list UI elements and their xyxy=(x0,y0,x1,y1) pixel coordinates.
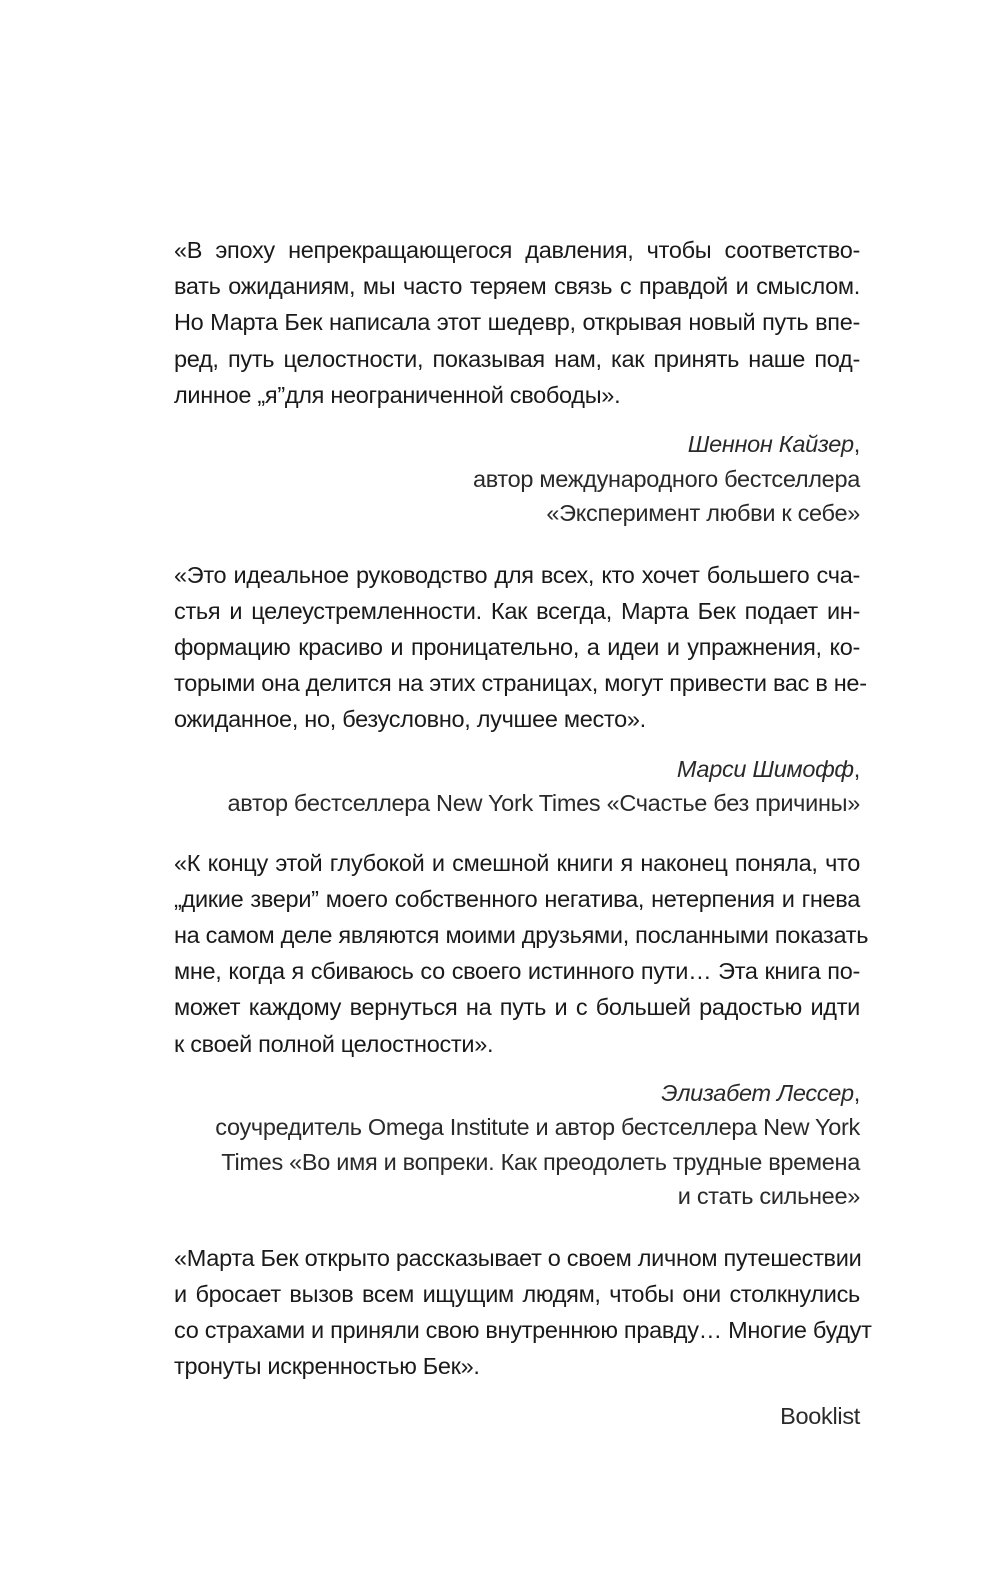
credit-line: соучредитель Omega Institute и автор бестселлера New York xyxy=(215,1114,860,1141)
quote-line: ожиданное, но, безусловно, лучшее место». xyxy=(174,706,646,733)
quote-line: „дикие звери” моего собственного негатива, нетерпения и гнева xyxy=(174,885,860,912)
author-name: Марси Шимофф xyxy=(676,755,854,782)
testimonial-shimoff xyxy=(174,557,867,821)
quote-text xyxy=(174,557,867,738)
quote-line: торыми она делится на этих страницах, могут привести вас в не- xyxy=(174,670,867,697)
quote-text xyxy=(174,232,860,413)
quote-line: «В эпоху непрекращающегося давления, чтобы соответство- xyxy=(174,237,860,263)
quote-line: к своей полной целостности». xyxy=(174,1030,494,1057)
quote-line: «К концу этой глубокой и смешной книги я наконец поняла, что xyxy=(174,849,860,876)
credit-line: Booklist xyxy=(780,1402,860,1429)
attribution xyxy=(174,1076,860,1214)
author-suffix: , xyxy=(853,431,860,458)
quote-line: «Это идеальное руководство для всех, кто хочет большего сча- xyxy=(174,561,860,588)
quote-line: стья и целеустремленности. Как всегда, Марта Бек подает ин- xyxy=(174,597,860,624)
quote-text xyxy=(174,1240,872,1385)
testimonial-kaiser xyxy=(174,232,860,531)
quote-line: и бросает вызов всем ищущим людям, чтобы они столкнулись xyxy=(174,1280,860,1307)
author-suffix: , xyxy=(853,1079,860,1106)
attribution xyxy=(174,1399,860,1434)
testimonials-page xyxy=(174,232,872,1433)
author-name: Элизабет Лессер xyxy=(661,1079,854,1106)
attribution xyxy=(174,427,860,531)
quote-line: вать ожиданиям, мы часто теряем связь с правдой и смыслом. xyxy=(174,273,860,300)
credit-line: автор бестселлера New York Times «Счастье без причины» xyxy=(227,790,860,817)
quote-line: Но Марта Бек написала этот шедевр, открывая новый путь впе- xyxy=(174,309,860,336)
testimonial-lesser xyxy=(174,845,869,1214)
credit-line: «Эксперимент любви к себе» xyxy=(546,500,860,527)
attribution xyxy=(174,752,860,821)
quote-text xyxy=(174,845,869,1062)
credit-line: автор международного бестселлера xyxy=(472,465,860,492)
quote-line: формацию красиво и проницательно, а идеи и упражнения, ко- xyxy=(174,633,860,660)
quote-line: линное „я”для неограниченной свободы». xyxy=(174,381,621,408)
author-suffix: , xyxy=(853,755,860,782)
quote-line: может каждому вернуться на путь и с большей радостью идти xyxy=(174,994,860,1021)
quote-line: со страхами и приняли свою внутреннюю правду… Многие будут xyxy=(174,1317,872,1344)
quote-line: мне, когда я сбиваюсь со своего истинного пути… Эта книга по- xyxy=(174,958,860,985)
testimonial-booklist xyxy=(174,1240,872,1433)
author-name: Шеннон Кайзер xyxy=(687,431,854,458)
quote-line: ред, путь целостности, показывая нам, как принять наше под- xyxy=(174,345,860,372)
quote-line: тронуты искренностью Бек». xyxy=(174,1353,480,1380)
credit-line: Times «Во имя и вопреки. Как преодолеть трудные времена xyxy=(221,1148,860,1175)
quote-line: «Марта Бек открыто рассказывает о своем личном путешествии xyxy=(174,1244,862,1271)
credit-line: и стать сильнее» xyxy=(677,1183,860,1210)
quote-line: на самом деле являются моими друзьями, посланными показать xyxy=(174,921,869,948)
